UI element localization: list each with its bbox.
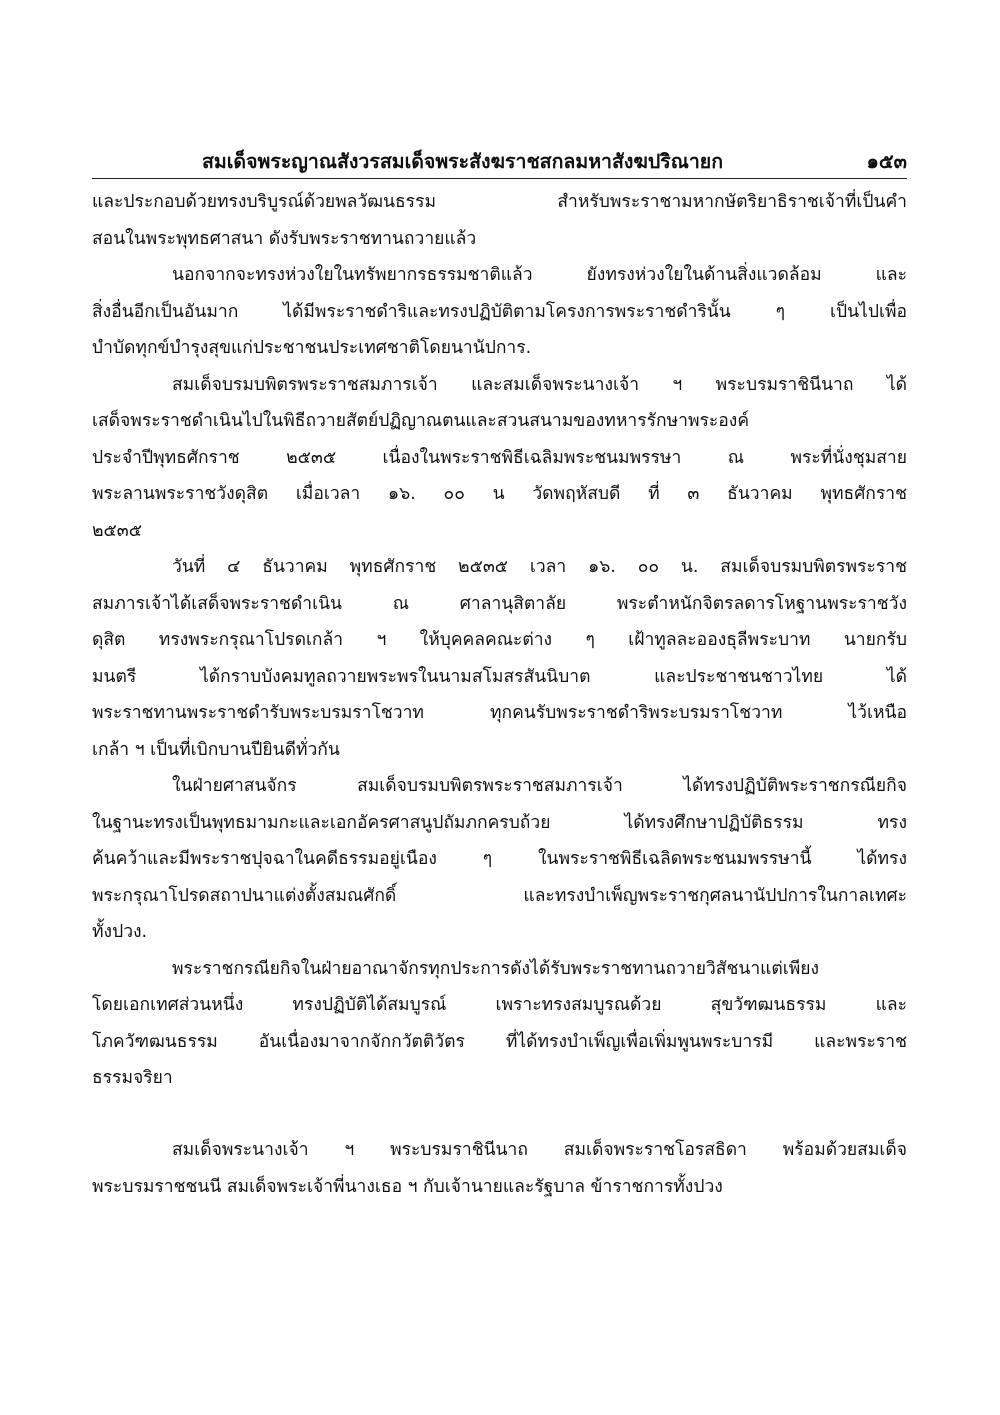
text-line: สมเด็จบรมบพิตรพระราชสมภารเจ้า และสมเด็จพระนางเจ้า ฯ พระบรมราชินีนาถ ได้ <box>172 374 907 395</box>
text-line: สิ่งอื่นอีกเป็นอันมาก ได้มีพระราชดำริและทรงปฏิบัติตามโครงการพระราชดำรินั้น ๆ เป็นไปเพื่อ <box>92 301 907 322</box>
text-line: บำบัดทุกข์บำรุงสุขแก่ประชาชนประเทศชาติโดยนานัปการ. <box>92 338 532 358</box>
text-line: ในฝ่ายศาสนจักร สมเด็จบรมบพิตรพระราชสมภารเจ้า ได้ทรงปฏิบัติพระราชกรณียกิจ <box>172 776 907 796</box>
closing-paragraph <box>92 1132 907 1205</box>
body-text <box>92 184 907 1097</box>
text-line: วันที่ ๔ ธันวาคม พุทธศักราช ๒๕๓๕ เวลา ๑๖. ๐๐ น. สมเด็จบรมบพิตรพระราช <box>172 557 907 577</box>
text-line: ประจำปีพุทธศักราช ๒๕๓๕ เนื่องในพระราชพิธีเฉลิมพระชนมพรรษา ณ พระที่นั่งชุมสาย <box>92 447 907 468</box>
text-line: ในฐานะทรงเป็นพุทธมามกะและเอกอัครศาสนูปถัมภกครบถ้วย ได้ทรงศึกษาปฏิบัติธรรม ทรง <box>92 812 907 833</box>
text-line: และประกอบด้วยทรงบริบูรณ์ด้วยพลวัฒนธรรม สำหรับพระราชามหากษัตริยาธิราชเจ้าที่เป็นคำ <box>92 192 907 212</box>
text-line: สมเด็จพระนางเจ้า ฯ พระบรมราชินีนาถ สมเด็จพระราชโอรสธิดา พร้อมด้วยสมเด็จ <box>172 1140 907 1160</box>
text-line: ๒๕๓๕ <box>92 520 142 541</box>
paragraph <box>92 549 907 768</box>
text-line: สอนในพระพุทธศาสนา ดังรับพระราชทานถวายแล้ว <box>92 228 477 249</box>
text-line: โดยเอกเทศส่วนหนึ่ง ทรงปฏิบัติได้สมบูรณ์ เพราะทรงสมบูรณด้วย สุขวัฑฒนธรรม และ <box>92 995 907 1015</box>
page-header <box>92 142 907 179</box>
paragraph <box>92 184 907 257</box>
text-line: โภควัฑฒนธรรม อันเนื่องมาจากจักกวัตติวัตร ที่ได้ทรงบำเพ็ญเพื่อเพิ่มพูนพระบารมี และพระราช <box>92 1031 907 1052</box>
text-line: ดุสิต ทรงพระกรุณาโปรดเกล้า ฯ ให้บุคคลคณะต่าง ๆ เฝ้าทูลละอองธุลีพระบาท นายกรับ <box>92 630 907 650</box>
text-line: พระราชทานพระราชดำรับพระบรมราโชวาท ทุกคนรับพระราชดำริพระบรมราโชวาท ไว้เหนือ <box>92 703 907 723</box>
text-line: พระลานพระราชวังดุสิต เมื่อเวลา ๑๖. ๐๐ น วัดพฤหัสบดี ที่ ๓ ธันวาคม พุทธศักราช <box>92 484 907 504</box>
text-line: พระราชกรณียกิจในฝ่ายอาณาจักรทุกประการดังได้รับพระราชทานถวายวิสัชนาแต่เพียง <box>172 958 820 979</box>
page-title: สมเด็จพระญาณสังวรสมเด็จพระสังฆราชสกลมหาสังฆปริณายก <box>202 150 724 173</box>
text-line: ค้นคว้าและมีพระราชปุจฉาในคดีธรรมอยู่เนือง ๆ ในพระราชพิธีเฉลิดพระชนมพรรษานี้ ได้ทรง <box>92 849 907 869</box>
text-line: พระบรมราชชนนี สมเด็จพระเจ้าพี่นางเธอ ฯ กับเจ้านายและรัฐบาล ข้าราชการทั้งปวง <box>92 1176 723 1197</box>
text-line: เกล้า ฯ เป็นที่เบิกบานปียินดีทั่วกัน <box>92 739 340 760</box>
paragraph <box>92 768 907 951</box>
paragraph <box>92 367 907 550</box>
text-line: ธรรมจริยา <box>92 1068 173 1088</box>
page-number: ๑๕๓ <box>866 150 907 173</box>
text-line: สมภารเจ้าได้เสด็จพระราชดำเนิน ณ ศาลานุสิตาลัย พระตำหนักจิตรลดารโหฐานพระราชวัง <box>92 593 907 614</box>
paragraph <box>92 257 907 367</box>
text-line: พระกรุณาโปรดสถาปนาแต่งตั้งสมณศักดิ์ และทรงบำเพ็ญพระราชกุศลนานัปปการในกาลเทศะ <box>92 885 907 906</box>
text-line: เสด็จพระราชดำเนินไปในพิธีถวายสัตย์ปฏิญาณตนและสวนสนามของทหารรักษาพระองค์ <box>92 411 750 431</box>
text-line: นอกจากจะทรงห่วงใยในทรัพยากรธรรมชาติแล้ว ยังทรงห่วงใยในด้านสิ่งแวดล้อม และ <box>172 265 907 285</box>
paragraph <box>92 951 907 1097</box>
text-line: มนตรี ได้กราบบังคมทูลถวายพระพรในนามสโมสรสันนิบาต และประชาชนชาวไทย ได้ <box>92 666 907 687</box>
text-line: ทั้งปวง. <box>92 922 148 942</box>
